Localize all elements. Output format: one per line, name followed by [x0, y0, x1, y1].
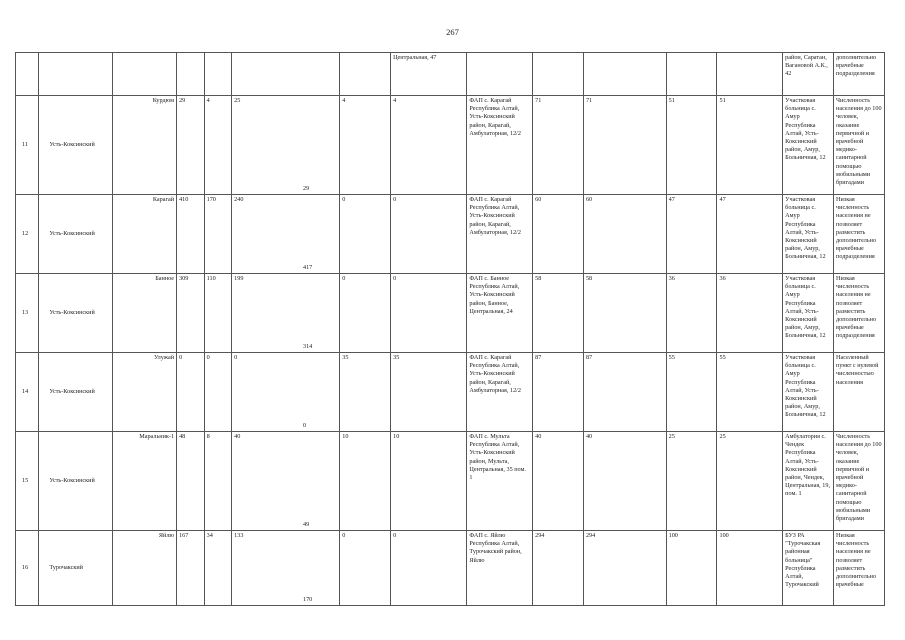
- value-cell: 10: [340, 432, 391, 531]
- district-cell: Усть-Коксинский: [39, 274, 113, 353]
- fap-cell: ФАП с. Мульта Республика Алтай, Усть-Коксинский район, Мульта, Центральная, 35 пом. 1: [467, 432, 533, 531]
- settlement-cell: Карагай: [113, 195, 177, 274]
- district-cell: Усть-Коксинский: [39, 353, 113, 432]
- time-cell: 55: [666, 353, 717, 432]
- row-number: 16: [16, 531, 39, 606]
- fap-cell: ФАП с. Яйлю Республика Алтай, Турочакский район, Яйлю: [467, 531, 533, 606]
- note-cell: Численность населения до 100 человек, оказание первичной и врачебной медико-санитарной помощью мобильными бригадами: [834, 96, 885, 195]
- value-cell: 34: [204, 531, 232, 606]
- facility-cell: район, Саратан, Вагановой А.К., 42: [783, 53, 834, 96]
- distance-cell: 60: [533, 195, 584, 274]
- value-cell: 199: [232, 274, 255, 353]
- settlement-cell: Яйлю: [113, 531, 177, 606]
- distance-cell: 294: [533, 531, 584, 606]
- time-cell: 100: [717, 531, 783, 606]
- table-row: [16, 96, 885, 195]
- table-row: [16, 195, 885, 274]
- distance-cell: 58: [533, 274, 584, 353]
- fap-cell: ФАП с. Карагай Республика Алтай, Усть-Коксинский район, Карагай, Амбулаторная, 12/2: [467, 353, 533, 432]
- facility-cell: БУЗ РА "Турочакская районная больница" Республика Алтай, Турочакский: [783, 531, 834, 606]
- value-cell: 0: [204, 353, 232, 432]
- value-cell: 8: [204, 432, 232, 531]
- total-value: 29: [302, 184, 310, 192]
- value-cell: 0: [391, 531, 467, 606]
- time-cell: 55: [717, 353, 783, 432]
- value-cell: 167: [177, 531, 205, 606]
- table-row: [16, 53, 885, 96]
- value-cell: 25: [232, 96, 255, 195]
- table-row: [16, 432, 885, 531]
- total-value: 417: [302, 263, 313, 271]
- facility-cell: Участковая больница с. Амур Республика Алтай, Усть-Коксинский район, Амур, Больничная, 12: [783, 353, 834, 432]
- note-cell: Численность населения до 100 человек, оказание первичной и врачебной медико-санитарной помощью мобильными бригадами: [834, 432, 885, 531]
- table-row: [16, 531, 885, 606]
- note-cell: Низкая численность населения не позволяет разместить дополнительно врачебные подразделения: [834, 274, 885, 353]
- page-number: 267: [446, 27, 459, 37]
- distance-cell: 60: [583, 195, 666, 274]
- value-cell: 410: [177, 195, 205, 274]
- distance-cell: 71: [533, 96, 584, 195]
- settlement-cell: Улужай: [113, 353, 177, 432]
- row-number: 14: [16, 353, 39, 432]
- note-cell: дополнительно врачебные подразделения: [834, 53, 885, 96]
- value-cell: 40: [232, 432, 255, 531]
- time-cell: 36: [666, 274, 717, 353]
- note-cell: Населенный пункт с нулевой численностью населения: [834, 353, 885, 432]
- distance-cell: 87: [583, 353, 666, 432]
- value-cell: 240: [232, 195, 255, 274]
- total-cell: [255, 531, 340, 606]
- value-cell: 170: [204, 195, 232, 274]
- time-cell: 36: [717, 274, 783, 353]
- time-cell: 25: [666, 432, 717, 531]
- facility-cell: Участковая больница с. Амур Республика Алтай, Усть-Коксинский район, Амур, Больничная, 12: [783, 274, 834, 353]
- distance-cell: 294: [583, 531, 666, 606]
- total-value: 0: [302, 421, 307, 429]
- time-cell: 51: [717, 96, 783, 195]
- value-cell: 48: [177, 432, 205, 531]
- row-number: 13: [16, 274, 39, 353]
- time-cell: 51: [666, 96, 717, 195]
- settlement-cell: Маральник-1: [113, 432, 177, 531]
- distance-cell: 58: [583, 274, 666, 353]
- value-cell: 35: [391, 353, 467, 432]
- fap-cell: ФАП с. Банное Республика Алтай, Усть-Коксинский район, Банное, Центральная, 24: [467, 274, 533, 353]
- total-cell: [255, 353, 340, 432]
- total-value: 314: [302, 342, 313, 350]
- total-cell: [255, 274, 340, 353]
- value-cell: 0: [340, 195, 391, 274]
- value-cell: 0: [391, 274, 467, 353]
- fap-cell: ФАП с. Карагай Республика Алтай, Усть-Коксинский район, Карагай, Амбулаторная, 12/2: [467, 195, 533, 274]
- total-cell: [255, 432, 340, 531]
- facility-table: [15, 52, 885, 606]
- time-cell: 47: [666, 195, 717, 274]
- row-number: 12: [16, 195, 39, 274]
- district-cell: Усть-Коксинский: [39, 432, 113, 531]
- distance-cell: 40: [533, 432, 584, 531]
- value-cell: 0: [177, 353, 205, 432]
- total-cell: [255, 195, 340, 274]
- note-cell: Низкая численность населения не позволяет разместить дополнительно врачебные подразделения: [834, 195, 885, 274]
- value-cell: 309: [177, 274, 205, 353]
- district-cell: Усть-Коксинский: [39, 96, 113, 195]
- district-cell: Турочакский: [39, 531, 113, 606]
- value-cell: 110: [204, 274, 232, 353]
- value-cell: 29: [177, 96, 205, 195]
- value-cell: 4: [204, 96, 232, 195]
- value-cell: 35: [340, 353, 391, 432]
- value-cell: 0: [391, 195, 467, 274]
- time-cell: 100: [666, 531, 717, 606]
- facility-cell: Участковая больница с. Амур Республика Алтай, Усть-Коксинский район, Амур, Больничная, 12: [783, 195, 834, 274]
- total-value: 170: [302, 595, 313, 603]
- value-cell: 4: [340, 96, 391, 195]
- distance-cell: 71: [583, 96, 666, 195]
- settlement-cell: Банное: [113, 274, 177, 353]
- table-row: [16, 353, 885, 432]
- settlement-cell: Курдюм: [113, 96, 177, 195]
- total-cell: [255, 96, 340, 195]
- facility-cell: Амбулатория с. Чендек Республика Алтай, Усть-Коксинский район, Чендек, Центральная, 19, пом. 1: [783, 432, 834, 531]
- row-number: 11: [16, 96, 39, 195]
- row-number: 15: [16, 432, 39, 531]
- value-cell: 10: [391, 432, 467, 531]
- value-cell: 4: [391, 96, 467, 195]
- fap-cell: ФАП с. Карагай Республика Алтай, Усть-Коксинский район, Карагай, Амбулаторная, 12/2: [467, 96, 533, 195]
- distance-cell: 87: [533, 353, 584, 432]
- time-cell: 25: [717, 432, 783, 531]
- note-cell: Низкая численность населения не позволяет разместить дополнительно врачебные: [834, 531, 885, 606]
- fap-cell: Центральная, 47: [391, 53, 467, 96]
- table-row: [16, 274, 885, 353]
- value-cell: 0: [232, 353, 255, 432]
- total-value: 49: [302, 520, 310, 528]
- district-cell: Усть-Коксинский: [39, 195, 113, 274]
- time-cell: 47: [717, 195, 783, 274]
- value-cell: 0: [340, 274, 391, 353]
- facility-cell: Участковая больница с. Амур Республика Алтай, Усть-Коксинский район, Амур, Больничная, 12: [783, 96, 834, 195]
- value-cell: 133: [232, 531, 255, 606]
- value-cell: 0: [340, 531, 391, 606]
- distance-cell: 40: [583, 432, 666, 531]
